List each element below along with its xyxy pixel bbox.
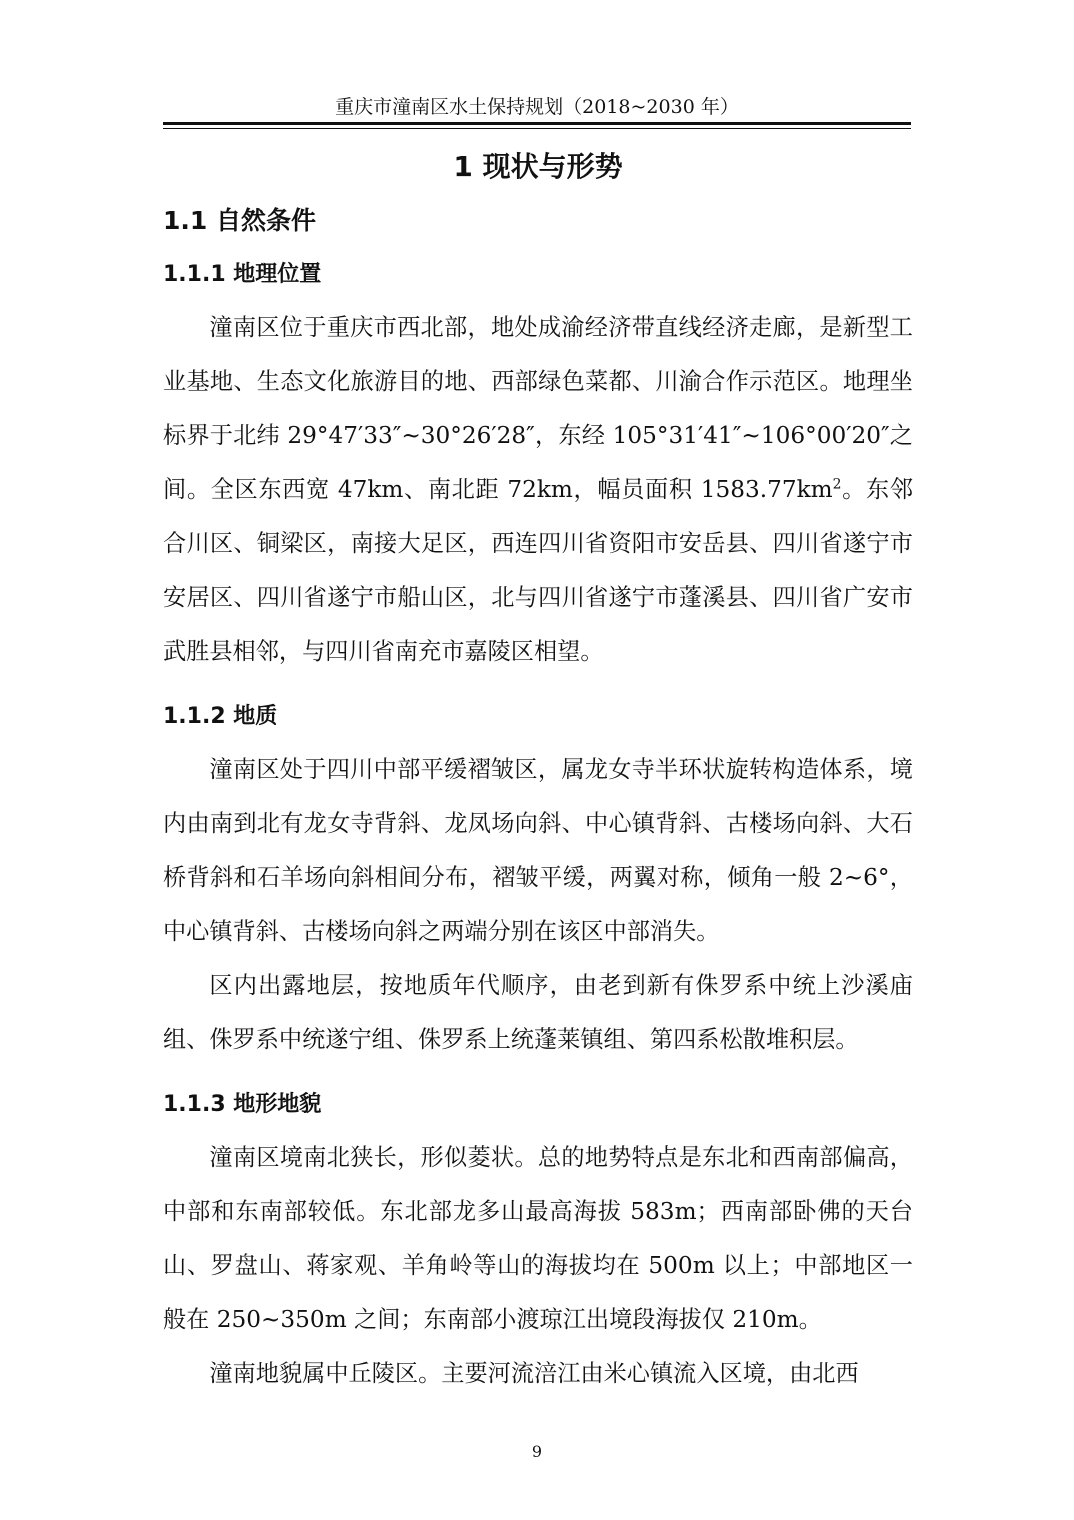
document-body	[163, 137, 913, 1401]
paragraph-geology-1: 潼南区处于四川中部平缓褶皱区，属龙女寺半环状旋转构造体系，境内由南到北有龙女寺背斜、龙凤场向斜、中心镇背斜、古楼场向斜、大石桥背斜和石羊场向斜相间分布，褶皱平缓，两翼对称，倾角一般 2~6°，中心镇背斜、古楼场向斜之两端分别在该区中部消失。	[163, 756, 913, 945]
chapter-title: 1 现状与形势	[453, 150, 623, 183]
header-rule-thick	[163, 122, 911, 125]
paragraph-landform-1: 潼南区境南北狭长，形似菱状。总的地势特点是东北和西南部偏高，中部和东南部较低。东北部龙多山最高海拔 583m；西南部卧佛的天台山、罗盘山、蒋家观、羊角岭等山的海拔均在 500m 以上；中部地区一般在 250~350m 之间；东南部小渡琼江出境段海拔仅 210m。	[163, 1144, 913, 1333]
paragraph-geology-2: 区内出露地层，按地质年代顺序，由老到新有侏罗系中统上沙溪庙组、侏罗系中统遂宁组、侏罗系上统蓬莱镇组、第四系松散堆积层。	[163, 972, 913, 1053]
header-rule-thin	[163, 128, 911, 129]
page-number: 9	[531, 1442, 543, 1461]
paragraph-text: 。东邻合川区、铜梁区，南接大足区，西连四川省资阳市安岳县、四川省遂宁市安居区、四川省遂宁市船山区，北与四川省遂宁市蓬溪县、四川省广安市武胜县相邻，与四川省南充市嘉陵区相望。	[163, 476, 914, 665]
subsection-title-geology: 1.1.2 地质	[163, 704, 278, 729]
superscript: 2	[832, 476, 842, 493]
subsection-title-landform: 1.1.3 地形地貌	[163, 1092, 322, 1117]
paragraph-landform-2: 潼南地貌属中丘陵区。主要河流涪江由米心镇流入区境，由北西	[209, 1360, 859, 1387]
paragraph-text: 潼南区位于重庆市西北部，地处成渝经济带直线经济走廊，是新型工业基地、生态文化旅游目的地、西部绿色菜都、川渝合作示范区。地理坐标界于北纬 29°47′33″~30°26′28″，东经 105°31′41″~106°00′20″之间。全区东西宽 47km、南北距 72km，幅员面积 1583.77km	[163, 314, 913, 503]
section-title: 1.1 自然条件	[163, 206, 316, 235]
paragraph-geo-location	[163, 301, 913, 679]
subsection-title-geo-location: 1.1.1 地理位置	[163, 262, 322, 287]
running-header: 重庆市潼南区水土保持规划（2018~2030 年）	[335, 96, 739, 118]
